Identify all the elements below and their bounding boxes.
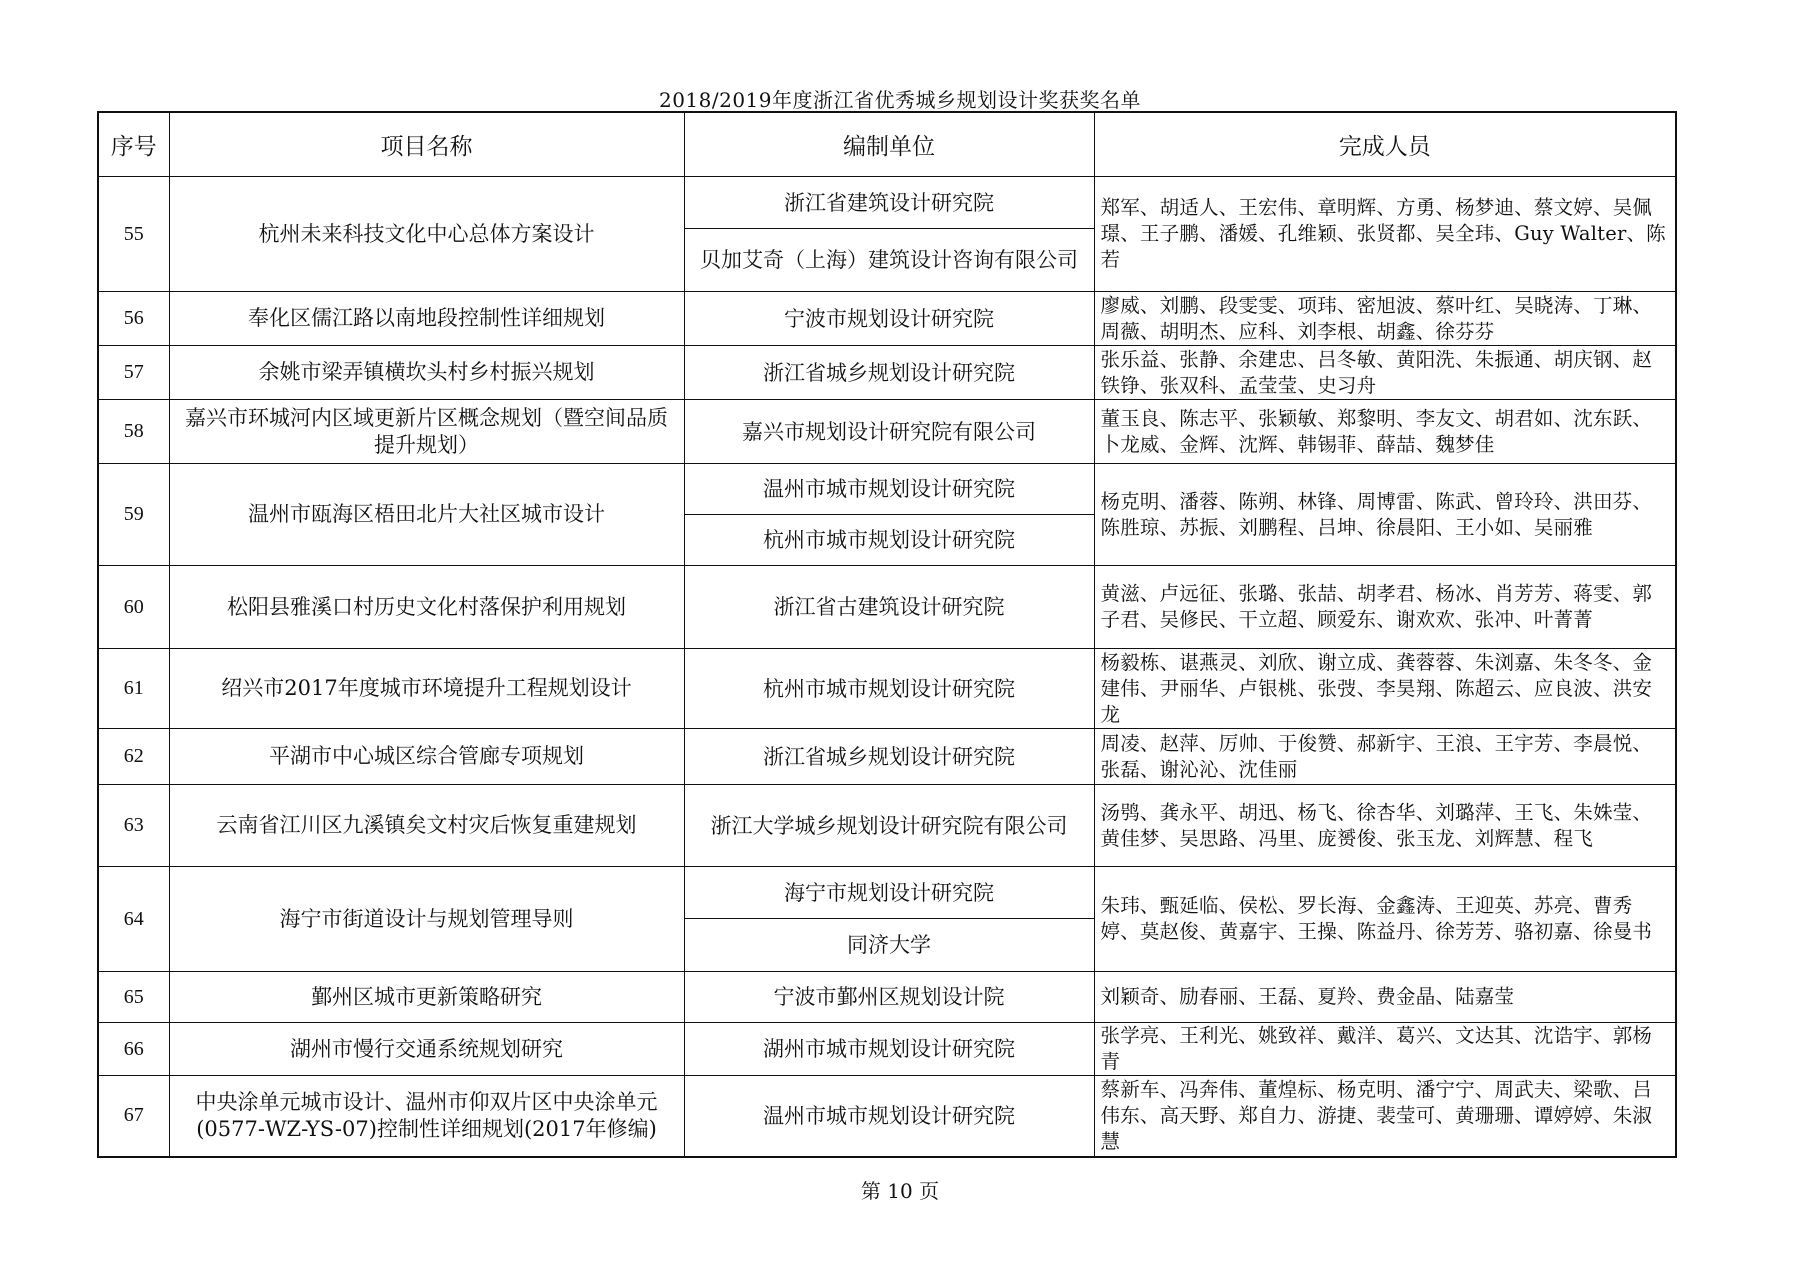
row-project: 松阳县雅溪口村历史文化村落保护利用规划 bbox=[169, 566, 684, 649]
row-unit: 杭州市城市规划设计研究院 bbox=[684, 649, 1094, 729]
table-row bbox=[98, 649, 1676, 729]
row-seq: 59 bbox=[98, 464, 169, 566]
table-row bbox=[98, 566, 1676, 649]
row-project: 嘉兴市环城河内区域更新片区概念规划（暨空间品质提升规划） bbox=[169, 400, 684, 464]
row-seq: 60 bbox=[98, 566, 169, 649]
row-unit: 温州市城市规划设计研究院 bbox=[684, 1076, 1094, 1157]
row-people: 刘颖奇、励春丽、王磊、夏羚、费金晶、陆嘉莹 bbox=[1094, 972, 1676, 1023]
row-people: 董玉良、陈志平、张颖敏、郑黎明、李友文、胡君如、沈东跃、卜龙威、金辉、沈辉、韩锡菲、薛喆、魏梦佳 bbox=[1094, 400, 1676, 464]
header-people: 完成人员 bbox=[1094, 112, 1676, 177]
row-people: 张学亮、王利光、姚致祥、戴洋、葛兴、文达其、沈诰宇、郭杨青 bbox=[1094, 1023, 1676, 1076]
row-unit: 湖州市城市规划设计研究院 bbox=[684, 1023, 1094, 1076]
table-row bbox=[98, 346, 1676, 400]
row-project: 鄞州区城市更新策略研究 bbox=[169, 972, 684, 1023]
row-unit: 浙江大学城乡规划设计研究院有限公司 bbox=[684, 785, 1094, 867]
table-row bbox=[98, 867, 1676, 919]
row-project: 余姚市梁弄镇横坎头村乡村振兴规划 bbox=[169, 346, 684, 400]
table-row bbox=[98, 1076, 1676, 1157]
row-project: 绍兴市2017年度城市环境提升工程规划设计 bbox=[169, 649, 684, 729]
row-unit: 浙江省城乡规划设计研究院 bbox=[684, 346, 1094, 400]
row-unit: 贝加艾奇（上海）建筑设计咨询有限公司 bbox=[684, 229, 1094, 292]
row-unit: 宁波市鄞州区规划设计院 bbox=[684, 972, 1094, 1023]
row-people: 张乐益、张静、余建忠、吕冬敏、黄阳洗、朱振通、胡庆钢、赵铁铮、张双科、孟莹莹、史习舟 bbox=[1094, 346, 1676, 400]
row-people: 杨毅栋、谌燕灵、刘欣、谢立成、龚蓉蓉、朱浏嘉、朱冬冬、金建伟、尹丽华、卢银桃、张弢、李昊翔、陈超云、应良波、洪安龙 bbox=[1094, 649, 1676, 729]
row-seq: 64 bbox=[98, 867, 169, 972]
row-seq: 56 bbox=[98, 292, 169, 346]
row-unit: 浙江省城乡规划设计研究院 bbox=[684, 729, 1094, 785]
header-unit: 编制单位 bbox=[684, 112, 1094, 177]
row-people: 杨克明、潘蓉、陈朔、林锋、周博雷、陈武、曾玲玲、洪田芬、陈胜琼、苏振、刘鹏程、吕坤、徐晨阳、王小如、吴丽雅 bbox=[1094, 464, 1676, 566]
row-people: 廖威、刘鹏、段雯雯、项玮、密旭波、蔡叶红、吴晓涛、丁琳、周薇、胡明杰、应科、刘李根、胡鑫、徐芬芬 bbox=[1094, 292, 1676, 346]
row-people: 蔡新车、冯奔伟、董煌标、杨克明、潘宁宁、周武夫、梁歌、吕伟东、高天野、郑自力、游捷、裴莹可、黄珊珊、谭婷婷、朱淑慧 bbox=[1094, 1076, 1676, 1157]
table-row bbox=[98, 729, 1676, 785]
table-row bbox=[98, 400, 1676, 464]
row-unit: 杭州市城市规划设计研究院 bbox=[684, 515, 1094, 566]
row-unit: 嘉兴市规划设计研究院有限公司 bbox=[684, 400, 1094, 464]
row-project: 中央涂单元城市设计、温州市仰双片区中央涂单元(0577-WZ-YS-07)控制性详细规划(2017年修编) bbox=[169, 1076, 684, 1157]
row-seq: 61 bbox=[98, 649, 169, 729]
row-people: 黄滋、卢远征、张璐、张喆、胡孝君、杨冰、肖芳芳、蒋雯、郭子君、吴修民、干立超、顾爱东、谢欢欢、张冲、叶菁菁 bbox=[1094, 566, 1676, 649]
page-number: 第 10 页 bbox=[860, 1179, 940, 1203]
row-seq: 57 bbox=[98, 346, 169, 400]
row-seq: 65 bbox=[98, 972, 169, 1023]
table-row bbox=[98, 972, 1676, 1023]
page-title: 2018/2019年度浙江省优秀城乡规划设计奖获奖名单 bbox=[658, 88, 1142, 112]
row-unit: 海宁市规划设计研究院 bbox=[684, 867, 1094, 919]
row-people: 郑军、胡适人、王宏伟、章明辉、方勇、杨梦迪、蔡文婷、吴佩璟、王子鹏、潘媛、孔维颖、张贤都、吴全玮、Guy Walter、陈若 bbox=[1094, 177, 1676, 292]
row-seq: 66 bbox=[98, 1023, 169, 1076]
row-seq: 67 bbox=[98, 1076, 169, 1157]
table-header-row bbox=[98, 112, 1676, 177]
row-unit: 浙江省建筑设计研究院 bbox=[684, 177, 1094, 229]
row-project: 云南省江川区九溪镇矣文村灾后恢复重建规划 bbox=[169, 785, 684, 867]
awards-table bbox=[97, 111, 1677, 1158]
row-people: 汤鸮、龚永平、胡迅、杨飞、徐杏华、刘璐萍、王飞、朱姝莹、黄佳梦、吴思路、冯里、庞赟俊、张玉龙、刘辉慧、程飞 bbox=[1094, 785, 1676, 867]
table-row bbox=[98, 785, 1676, 867]
row-seq: 63 bbox=[98, 785, 169, 867]
row-people: 周凌、赵萍、厉帅、于俊赞、郝新宇、王浪、王宇芳、李晨悦、张磊、谢沁沁、沈佳丽 bbox=[1094, 729, 1676, 785]
row-seq: 62 bbox=[98, 729, 169, 785]
row-seq: 55 bbox=[98, 177, 169, 292]
table-row bbox=[98, 292, 1676, 346]
row-unit: 宁波市规划设计研究院 bbox=[684, 292, 1094, 346]
row-project: 温州市瓯海区梧田北片大社区城市设计 bbox=[169, 464, 684, 566]
row-unit: 浙江省古建筑设计研究院 bbox=[684, 566, 1094, 649]
header-project: 项目名称 bbox=[169, 112, 684, 177]
row-people: 朱玮、甄延临、侯松、罗长海、金鑫涛、王迎英、苏亮、曹秀婷、莫赵俊、黄嘉宇、王操、陈益丹、徐芳芳、骆初嘉、徐曼书 bbox=[1094, 867, 1676, 972]
table-row bbox=[98, 464, 1676, 515]
table-row bbox=[98, 1023, 1676, 1076]
row-project: 杭州未来科技文化中心总体方案设计 bbox=[169, 177, 684, 292]
header-seq: 序号 bbox=[98, 112, 169, 177]
row-project: 湖州市慢行交通系统规划研究 bbox=[169, 1023, 684, 1076]
row-project: 海宁市街道设计与规划管理导则 bbox=[169, 867, 684, 972]
row-unit: 温州市城市规划设计研究院 bbox=[684, 464, 1094, 515]
row-project: 奉化区儒江路以南地段控制性详细规划 bbox=[169, 292, 684, 346]
row-seq: 58 bbox=[98, 400, 169, 464]
row-unit: 同济大学 bbox=[684, 919, 1094, 972]
table-row bbox=[98, 177, 1676, 229]
row-project: 平湖市中心城区综合管廊专项规划 bbox=[169, 729, 684, 785]
